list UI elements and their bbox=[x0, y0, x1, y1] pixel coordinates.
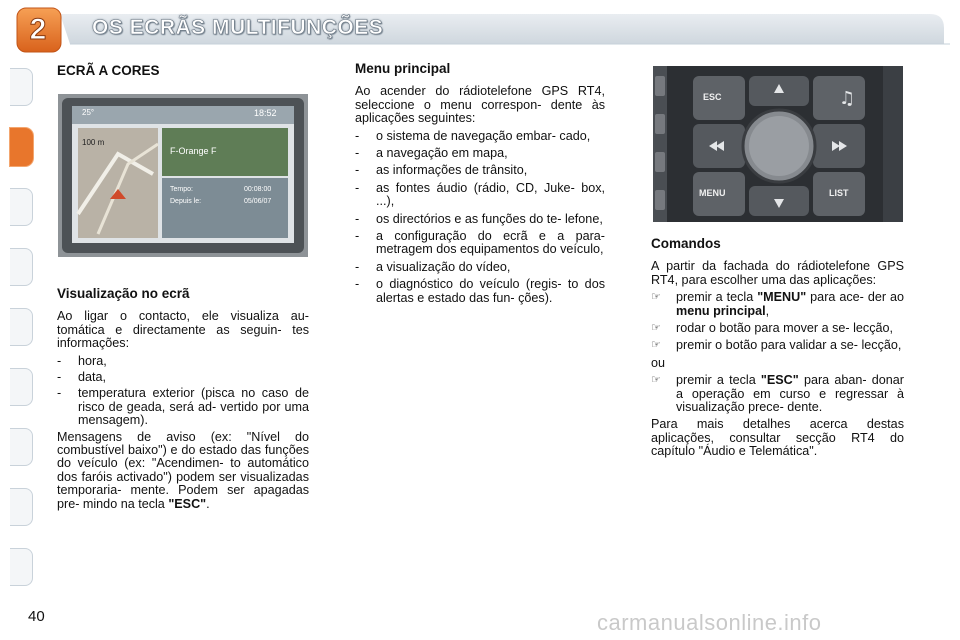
or-text: ou bbox=[651, 355, 666, 370]
list-item: - hora, bbox=[57, 353, 107, 368]
hand-pointer-icon: ☞ bbox=[651, 322, 661, 335]
chapter-title: OS ECRÃS MULTIFUNÇÕES bbox=[92, 16, 384, 39]
control-panel-photo bbox=[653, 66, 903, 222]
chapter-tab[interactable] bbox=[10, 308, 33, 346]
svg-text:♫: ♫ bbox=[839, 88, 856, 109]
color-screen-photo bbox=[58, 94, 308, 257]
menu-button-label[interactable]: MENU bbox=[699, 188, 726, 198]
esc-button-label[interactable]: ESC bbox=[703, 92, 722, 102]
chapter-tab[interactable] bbox=[10, 368, 33, 406]
screen-operator: F-Orange F bbox=[170, 146, 217, 156]
chapter-number: 2 bbox=[29, 13, 47, 46]
chapter-tab[interactable] bbox=[10, 188, 33, 226]
hand-pointer-icon: ☞ bbox=[651, 374, 661, 387]
screen-time-value: 00:08:00 bbox=[244, 186, 272, 193]
screen-temp: 25° bbox=[82, 108, 95, 117]
screen-date-label: Depuis le: bbox=[170, 198, 202, 205]
chapter-tab[interactable] bbox=[10, 68, 33, 106]
chapter-tab[interactable] bbox=[10, 488, 33, 526]
screen-zoom: 100 m bbox=[82, 138, 105, 147]
section-heading: Comandos bbox=[651, 236, 721, 251]
list-item: ☞ premir a tecla "MENU" para ace- der ao menu principal, bbox=[651, 290, 904, 318]
screen-time-label: Tempo: bbox=[170, 186, 193, 193]
hand-pointer-icon: ☞ bbox=[651, 339, 661, 352]
paragraph: A partir da fachada do rádiotelefone GPS RT4, para escolher uma das aplicações: bbox=[651, 259, 904, 287]
chapter-tabs bbox=[0, 62, 38, 582]
list-item: - o sistema de navegação embar- cado, bbox=[355, 128, 591, 143]
subsection-heading: Visualização no ecrã bbox=[57, 286, 190, 301]
section-heading: ECRÃ A CORES bbox=[57, 63, 160, 78]
hand-pointer-icon: ☞ bbox=[651, 291, 661, 304]
chapter-tab-active[interactable] bbox=[10, 128, 33, 166]
left-column bbox=[57, 64, 309, 77]
watermark-text: carmanualsonline.info bbox=[597, 610, 822, 635]
list-button-label[interactable]: LIST bbox=[829, 188, 849, 198]
chapter-tab[interactable] bbox=[10, 248, 33, 286]
controls-list bbox=[651, 291, 904, 353]
list-item: ☞ premir a tecla "ESC" para aban- donar a operação em curso e regressar à visualização prece- dente. bbox=[651, 373, 904, 415]
screen-time: 18:52 bbox=[254, 108, 277, 118]
page-number: 40 bbox=[28, 608, 45, 625]
display-section bbox=[57, 287, 309, 511]
list-item: - as informações de trânsito, bbox=[355, 163, 528, 178]
middle-column bbox=[355, 62, 605, 309]
chapter-tab[interactable] bbox=[10, 548, 33, 586]
paragraph: Para mais detalhes acerca destas aplicações, consultar secção RT4 do capítulo "Áudio e Telemática". bbox=[651, 417, 904, 459]
list-item: - a configuração do ecrã e a para- metragem dos equipamentos do veículo, bbox=[355, 229, 605, 257]
list-item: - a navegação em mapa, bbox=[355, 146, 508, 161]
chapter-tab[interactable] bbox=[10, 428, 33, 466]
chapter-header bbox=[0, 0, 960, 62]
paragraph: Mensagens de aviso (ex: "Nível do combustível baixo") e do estado das funções do veículo (ex: "Acendimen- to automático dos faróis activado") podem ser visualizadas temporaria- mente. Podem ser apagadas pre- mindo na tecla "ESC". bbox=[57, 429, 309, 511]
list-item: - a visualização do vídeo, bbox=[355, 259, 511, 274]
screen-date-value: 05/06/07 bbox=[244, 198, 272, 205]
list-item: - o diagnóstico do veículo (regis- to dos alertas e estado das fun- ções). bbox=[355, 277, 605, 305]
list-item: ☞ premir o botão para validar a se- lecção, bbox=[651, 338, 902, 353]
paragraph: Ao ligar o contacto, ele visualiza au- tomática e directamente as seguin- tes informações: bbox=[57, 309, 309, 351]
list-item: ☞ rodar o botão para mover a se- lecção, bbox=[651, 321, 894, 336]
list-item: - data, bbox=[57, 370, 107, 385]
list-item: - as fontes áudio (rádio, CD, Juke- box, ...), bbox=[355, 180, 605, 209]
controls-list-2 bbox=[651, 374, 904, 414]
right-column bbox=[651, 237, 904, 459]
info-list bbox=[57, 355, 309, 428]
list-item: - os directórios e as funções do te- lefone, bbox=[355, 211, 603, 226]
section-heading: Menu principal bbox=[355, 61, 451, 76]
list-item: - temperatura exterior (pisca no caso de risco de geada, será ad- vertido por uma mensagem). bbox=[57, 386, 309, 428]
paragraph: Ao acender do rádiotelefone GPS RT4, seleccione o menu correspon- dente às aplicações seguintes: bbox=[355, 84, 605, 126]
menu-list bbox=[355, 130, 605, 305]
